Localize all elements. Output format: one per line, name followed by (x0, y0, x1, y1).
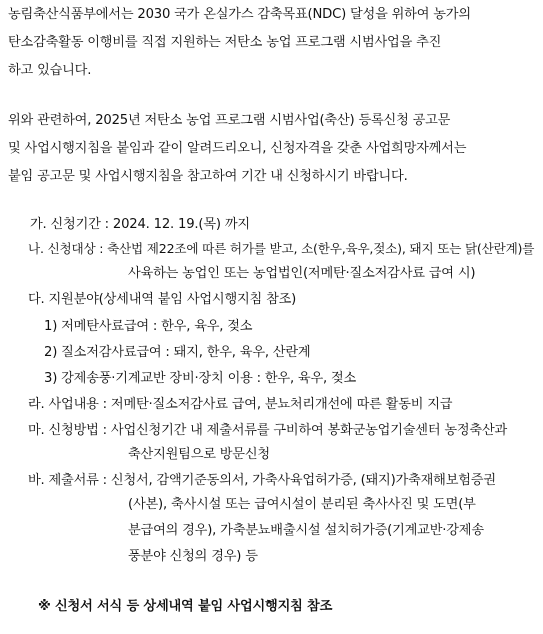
item-sub-2: 2) 질소저감사료급여 : 돼지, 한우, 육우, 산란계 (44, 345, 311, 360)
intro-line-5: 및 사업시행지침을 붙임과 같이 알려드리오니, 신청자격을 갖춘 사업희망자께서는 (8, 141, 467, 156)
note: ※ 신청서 서식 등 상세내역 붙임 사업시행지침 참조 (38, 599, 333, 614)
item-ga-label: 가. 신청기간 : (30, 217, 109, 232)
item-sub-3: 3) 강제송풍·기계교반 장비·장치 이용 : 한우, 육우, 젖소 (44, 371, 357, 386)
intro-line-2: 탄소감축활동 이행비를 직접 지원하는 저탄소 농업 프로그램 시범사업을 추진 (8, 35, 442, 50)
item-na-value-1: 축산법 제22조에 따른 허가를 받고, 소(한우,육우,젖소), 돼지 또는 닭(산란계)를 (107, 241, 535, 256)
item-da: 다. 지원분야(상세내역 붙임 사업시행지침 참조) (28, 292, 297, 307)
item-ma-label: 마. 신청방법 : (28, 423, 107, 438)
item-ba-value-3: 분급여의 경우), 가축분뇨배출시설 설치허가증(기계교반·강제송 (128, 523, 484, 538)
item-ba-value-4: 풍분야 신청의 경우) 등 (128, 549, 258, 564)
item-ma-value-2: 축산지원팀으로 방문신청 (128, 447, 270, 462)
intro-line-6: 붙임 공고문 및 사업시행지침을 참고하여 기간 내 신청하시기 바랍니다. (8, 169, 408, 184)
item-ra (28, 396, 452, 414)
item-ga-value: 2024. 12. 19.(목) 까지 (112, 217, 250, 232)
item-na (28, 240, 534, 258)
intro-line-4: 위와 관련하여, 2025년 저탄소 농업 프로그램 시범사업(축산) 등록신청 공고문 (8, 113, 451, 128)
item-ba-value-2: (사본), 축사시설 또는 급여시설이 분리된 축사사진 및 도면(부 (128, 497, 476, 512)
item-na-value-2: 사육하는 농업인 또는 농업법인(저메탄·질소저감사료 급여 시) (128, 266, 476, 281)
intro-line-1: 농림축산식품부에서는 2030 국가 온실가스 감축목표(NDC) 달성을 위하여 농가의 (8, 7, 471, 22)
item-ga (30, 216, 250, 234)
item-ma (28, 422, 507, 440)
item-sub-1: 1) 저메탄사료급여 : 한우, 육우, 젖소 (44, 319, 253, 334)
item-na-label: 나. 신청대상 : (28, 241, 104, 256)
item-ra-value: 저메탄·질소저감사료 급여, 분뇨처리개선에 따른 활동비 지급 (110, 397, 453, 412)
item-ma-value-1: 사업신청기간 내 제출서류를 구비하여 봉화군농업기술센터 농정축산과 (110, 423, 508, 438)
intro-line-3: 하고 있습니다. (8, 63, 92, 78)
item-ra-label: 라. 사업내용 : (28, 397, 107, 412)
item-ba-value-1: 신청서, 감액기준동의서, 가축사육업허가증, (돼지)가축재해보험증권 (110, 473, 496, 488)
item-ba-label: 바. 제출서류 : (28, 473, 107, 488)
item-ba (28, 472, 496, 490)
